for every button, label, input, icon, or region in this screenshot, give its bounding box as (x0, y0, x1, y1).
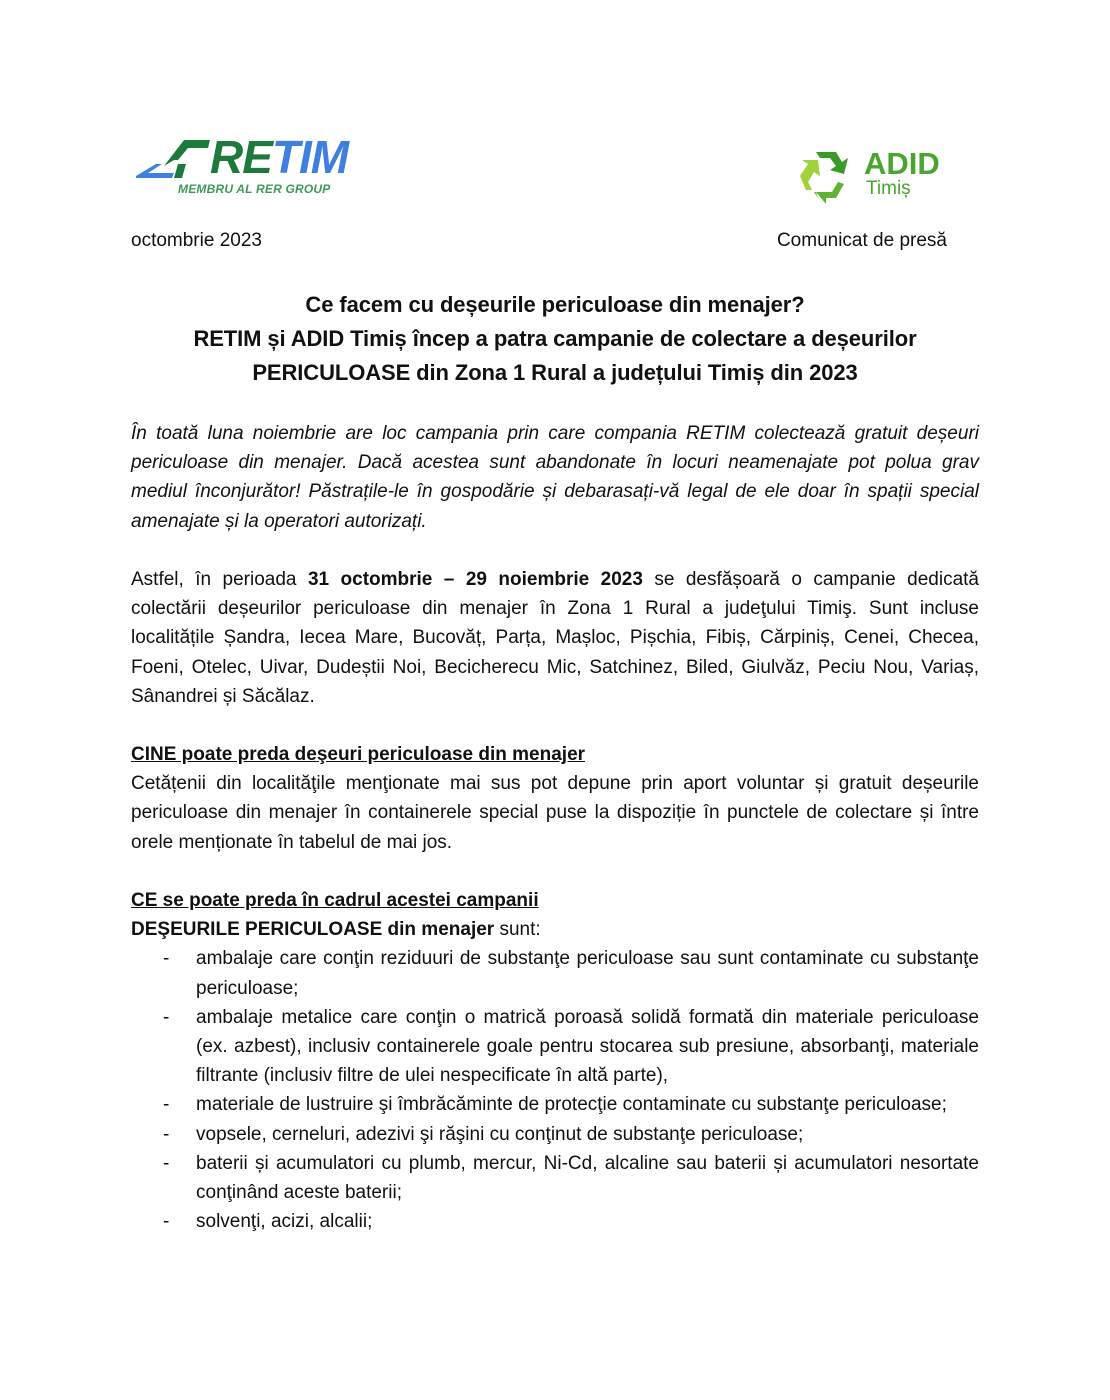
list-item-text: materiale de lustruire şi îmbrăcăminte de protecţie contaminate cu substanţe periculoase; (196, 1094, 947, 1116)
adid-wordmark: ADID (864, 146, 940, 181)
section-what-heading: CE se poate preda în cadrul acestei campanii (131, 890, 539, 911)
list-item (131, 1120, 979, 1149)
dash-bullet: - (163, 948, 170, 970)
section-who-text: Cetățenii din localităţile menţionate mai sus pot depune prin aport voluntar și gratuit deșeurile periculoase din menajer în containerele special puse la dispoziție în punctele de colectare și între orele menționate în tabelul de mai jos. (131, 773, 979, 853)
title-line-3: PERICULOASE din Zona 1 Rural a județului Timiș din 2023 (252, 360, 858, 385)
adid-subtitle: Timiș (866, 178, 911, 199)
recycle-icon (796, 146, 854, 204)
section-who-heading: CINE poate preda deşeuri periculoase din menajer (131, 744, 586, 765)
period-prefix: Astfel, în perioada (131, 569, 308, 590)
intro-paragraph: În toată luna noiembrie are loc campania prin care compania RETIM colectează gratuit deșeuri periculoase din menajer. Dacă acestea sunt abandonate în locuri neamenajate pot polua grav mediul înconjurător! Păstrațile-le în gospodărie și debarasați-vă legal de ele doar în spații special amenajate și la operatori autorizați. (131, 423, 979, 532)
period-suffix: se desfășoară o campanie dedicată colectării deșeurilor periculoase din menajer în Zona 1 Rural a judeţului Timiş. Sunt incluse localitățile Șandra, Iecea Mare, Bucovăț, Parța, Mașloc, Pișchia, Fibiș, Cărpiniș, Cenei, Checea, Foeni, Otelec, Uivar, Dudeștii Noi, Becicherecu Mic, Satchinez, Biled, Giulvăz, Peciu Nou, Variaș, Sânandrei și Săcălaz. (131, 569, 979, 707)
list-item (131, 1003, 979, 1091)
list-item-text: ambalaje care conţin reziduuri de substanţe periculoase sau sunt contaminate cu substanţe periculoase; (196, 948, 979, 999)
lead-bold: DEŞEURILE PERICULOASE din menajer (131, 919, 495, 941)
campaign-period-paragraph (131, 565, 979, 711)
page-title (120, 288, 990, 390)
document-type: Comunicat de presă (776, 230, 947, 251)
retim-logo (134, 131, 374, 198)
list-item-text: vopsele, cerneluri, adezivi şi răşini cu conţinut de substanţe periculoase; (196, 1123, 804, 1145)
list-item-text: solvenţi, acizi, alcalii; (196, 1211, 373, 1233)
dash-bullet: - (163, 1152, 170, 1174)
retim-house-mark-icon (134, 136, 214, 182)
dash-bullet: - (163, 1123, 170, 1145)
retim-tagline: MEMBRU AL RER GROUP (178, 182, 331, 196)
campaign-period: 31 octombrie – 29 noiembrie 2023 (307, 569, 643, 590)
lead-rest: sunt: (494, 919, 541, 941)
section-what (131, 886, 979, 1236)
list-item-text: ambalaje metalice care conţin o matrică poroasă solidă formată din materiale periculoase (ex. azbest), inclusiv containerele goale pentru stocarea sub presiune, absorbanţi, materiale filtrante (inclusiv filtre de ulei nespecificate în altă parte), (196, 1006, 979, 1087)
hazardous-waste-list (131, 944, 979, 1236)
list-item (131, 944, 979, 1002)
list-item-text: baterii și acumulatori cu plumb, mercur, Ni-Cd, alcaline sau baterii și acumulatori nesortate conţinând aceste baterii; (196, 1152, 979, 1204)
dash-bullet: - (163, 1094, 170, 1116)
dash-bullet: - (163, 1211, 170, 1233)
section-who (131, 740, 979, 857)
title-line-2: RETIM și ADID Timiș încep a patra campanie de colectare a deșeurilor (193, 326, 917, 351)
adid-logo (796, 146, 956, 206)
section-what-lead (131, 915, 979, 944)
release-date: octombrie 2023 (131, 230, 262, 251)
list-item (131, 1207, 979, 1236)
list-item (131, 1149, 979, 1207)
list-item (131, 1090, 979, 1119)
retim-wordmark: RETIM (210, 131, 349, 183)
title-line-1: Ce facem cu deșeurile periculoase din menajer? (305, 292, 805, 317)
dash-bullet: - (163, 1006, 170, 1028)
